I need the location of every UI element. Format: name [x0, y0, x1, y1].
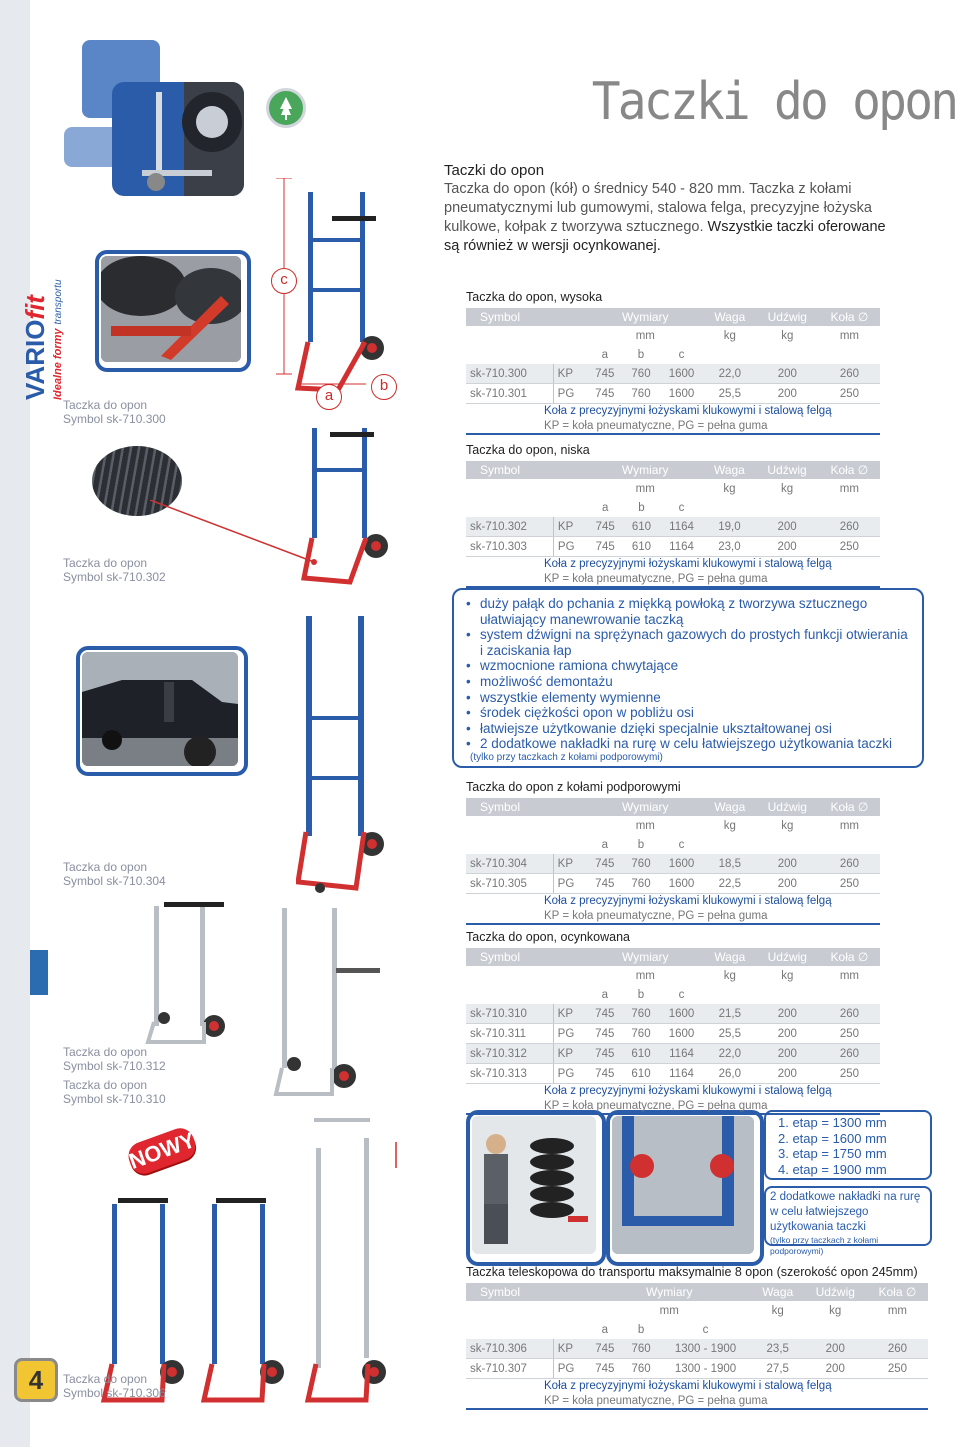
caption-line1: Taczka do opon: [63, 556, 148, 570]
table-cell: 610: [623, 1064, 659, 1084]
unit-cell: kg: [771, 1304, 784, 1317]
table-cell: 19,0: [703, 517, 755, 537]
unit-cell: mm: [635, 819, 655, 832]
intro-heading: Taczki do opon: [444, 162, 545, 179]
table-cell: PG: [553, 874, 586, 894]
brand-logo: [20, 200, 70, 400]
dim-cell-a: a: [601, 501, 609, 514]
table-cell: 250: [819, 1024, 880, 1044]
table-row: [466, 1024, 880, 1044]
table-cell: 760: [623, 874, 659, 894]
dim-cell-c: c: [678, 348, 685, 361]
dim-cell-c: c: [678, 501, 685, 514]
table-cell: 200: [756, 854, 819, 874]
header-udzwig: Udźwig: [756, 308, 819, 326]
dim-cell-b: b: [637, 838, 645, 851]
table-units-row: [466, 479, 880, 498]
trolley-drawing-low: [300, 418, 410, 588]
table-cell: 610: [623, 1044, 659, 1064]
intro-body: Taczka do opon (kół) o średnicy 540 - 820 mm. Taczka z kołami pneumatycznymi lub gumowymi, stalowa felga, precyzyjne łożyska kulkowe, kołpak z tworzywa sztucznego.: [444, 181, 872, 235]
wheels-note: Koła z precyzyjnymi łożyskami klukowymi i stalową felgą: [544, 1380, 832, 1392]
table-cell: 745: [587, 1004, 623, 1024]
unit-cell: kg: [723, 969, 736, 982]
header-symbol: Symbol: [466, 798, 587, 816]
table-cell: 200: [756, 384, 819, 404]
spec-table: [466, 308, 880, 404]
table-cell: 23,5: [752, 1339, 804, 1359]
table-cell: 1300 - 1900: [659, 1359, 752, 1379]
table-cell: 745: [587, 1339, 623, 1359]
table-cell: KP: [553, 1339, 587, 1359]
unit-cell: kg: [781, 819, 794, 832]
table-cell: 745: [587, 1359, 623, 1379]
feature-item: • duży pałąk do pchania z miękką powłoką z tworzywa sztucznego ułatwiający manewrowanie taczką: [472, 596, 914, 627]
left-blue-marker: [30, 950, 48, 995]
table-cell: sk-710.306: [466, 1339, 553, 1359]
table-cell: sk-710.300: [466, 364, 553, 384]
product-photo-low-trolley: [101, 256, 241, 362]
table-cell: 200: [804, 1359, 867, 1379]
section-title: Taczka do opon, ocynkowana: [466, 930, 630, 944]
stage-2: 2. etap = 1600 mm: [778, 1130, 887, 1146]
caption-line2: Symbol sk-710.306: [63, 1385, 166, 1400]
extra-sleeves-note: (tylko przy taczkach z kołami podporowymi): [770, 1235, 879, 1256]
wheels-legend: KP = koła pneumatyczne, PG = pełna guma: [466, 909, 880, 925]
table-cell: 610: [623, 537, 659, 557]
header-wymiary: Wymiary: [587, 1283, 752, 1301]
caption-sk-710-304: [63, 861, 166, 888]
table-cell: 27,5: [752, 1359, 804, 1379]
unit-cell: kg: [780, 482, 794, 495]
table-cell: 260: [819, 1004, 880, 1024]
table-cell: 1600: [659, 364, 704, 384]
table-row: [466, 874, 880, 894]
table-units-row: [466, 966, 880, 985]
table-cell: 1600: [659, 874, 704, 894]
product-photo-detail: [612, 1116, 754, 1254]
caption-line1: Taczka do opon: [63, 398, 148, 412]
table-cell: PG: [553, 1024, 586, 1044]
dim-cell-c: c: [678, 838, 685, 851]
table-cell: 23,0: [703, 537, 755, 557]
blank-cell: [752, 1320, 928, 1339]
dim-cell-a: a: [601, 348, 608, 361]
table-cell: 200: [756, 1044, 819, 1064]
trolley-drawing-support-wheels: [296, 606, 406, 896]
caption-line2: Symbol sk-710.302: [63, 569, 166, 584]
table-cell: 760: [623, 1024, 659, 1044]
unit-cell: kg: [723, 819, 736, 832]
wheels-note: Koła z precyzyjnymi łożyskami klukowymi i stalową felgą: [544, 1085, 832, 1097]
feature-item: • środek ciężkości opon w pobliżu osi: [472, 705, 914, 721]
dim-cell-b: b: [638, 501, 645, 514]
table-cell: 745: [587, 364, 623, 384]
wheels-legend: KP = koła pneumatyczne, PG = pełna guma: [466, 572, 880, 588]
table-cell: 745: [587, 874, 623, 894]
table-dims-row: [466, 835, 880, 854]
spec-section: [466, 930, 880, 1115]
table-cell: 260: [819, 854, 880, 874]
section-title: Taczka do opon z kołami podporowymi: [466, 780, 681, 794]
table-cell: sk-710.311: [466, 1024, 553, 1044]
trolley-drawing-galvanized-1: [144, 896, 254, 1046]
table-cell: sk-710.302: [466, 517, 553, 537]
table-cell: KP: [553, 364, 586, 384]
dim-cell-c: c: [702, 1323, 709, 1336]
trolley-drawing-galvanized-2: [270, 898, 400, 1098]
spec-section: [466, 443, 880, 588]
table-cell: 1600: [659, 384, 704, 404]
unit-cell: mm: [659, 1304, 679, 1317]
dimension-a-label: a: [316, 384, 342, 410]
spec-table: [466, 1283, 928, 1379]
table-cell: 760: [623, 364, 659, 384]
header-kola: Koła ∅: [819, 948, 880, 966]
table-cell: 250: [819, 384, 880, 404]
table-cell: 745: [587, 1044, 623, 1064]
features-box: [452, 588, 924, 768]
blank-cell: [704, 835, 880, 854]
dim-cell-a: a: [601, 838, 608, 851]
table-cell: 1164: [659, 1044, 704, 1064]
table-cell: KP: [553, 854, 586, 874]
table-row: [466, 1044, 880, 1064]
section-title: Taczka do opon, niska: [466, 443, 590, 457]
dim-cell-a: a: [601, 1323, 609, 1336]
table-cell: 22,0: [704, 1044, 756, 1064]
table-cell: 200: [756, 1024, 819, 1044]
header-udzwig: Udźwig: [804, 1283, 867, 1301]
header-symbol: Symbol: [466, 1283, 587, 1301]
dimension-b-label: b: [371, 374, 397, 400]
table-cell: 745: [587, 384, 623, 404]
wheels-note: Koła z precyzyjnymi łożyskami klukowymi i stalową felgą: [544, 558, 832, 570]
header-wymiary: Wymiary: [587, 461, 703, 479]
table-cell: 1600: [659, 854, 704, 874]
table-header-row: [466, 1283, 928, 1301]
product-photo-tyre-trolley: [112, 82, 244, 196]
table-cell: sk-710.301: [466, 384, 553, 404]
spec-section: [466, 1265, 928, 1410]
dimension-c-label: c: [271, 268, 297, 294]
table-header-row: [466, 461, 880, 479]
table-cell: sk-710.304: [466, 854, 553, 874]
table-row: [466, 517, 880, 537]
table-cell: sk-710.305: [466, 874, 553, 894]
detail-pointer-line: [150, 500, 320, 570]
table-cell: PG: [553, 1359, 587, 1379]
table-cell: 1300 - 1900: [659, 1339, 752, 1359]
blank-cell: [466, 835, 587, 854]
header-waga: Waga: [703, 461, 755, 479]
product-photo-worker: [472, 1116, 596, 1254]
table-cell: KP: [553, 1044, 586, 1064]
blank-cell: [466, 498, 587, 517]
header-wymiary: Wymiary: [587, 308, 704, 326]
spec-section: [466, 780, 880, 925]
table-cell: 25,5: [704, 384, 756, 404]
caption-line2: Symbol sk-710.312: [63, 1058, 166, 1073]
unit-cell: [466, 816, 587, 835]
table-cell: sk-710.312: [466, 1044, 553, 1064]
table-row: [466, 1064, 880, 1084]
unit-cell: mm: [887, 1304, 907, 1317]
table-cell: KP: [553, 517, 587, 537]
feature-item: • 2 dodatkowe nakładki na rurę w celu łatwiejszego użytkowania taczki: [472, 736, 914, 752]
table-cell: 200: [756, 364, 819, 384]
blank-cell: [703, 498, 880, 517]
table-cell: 260: [819, 1044, 880, 1064]
header-udzwig: Udźwig: [756, 798, 819, 816]
unit-cell: mm: [839, 969, 860, 982]
wheels-legend: KP = koła pneumatyczne, PG = pełna guma: [466, 1099, 880, 1115]
table-dims-row: [466, 985, 880, 1004]
table-row: [466, 364, 880, 384]
dim-cell-c: c: [678, 988, 685, 1001]
table-cell: 25,5: [704, 1024, 756, 1044]
unit-cell: mm: [635, 329, 655, 342]
table-dims-row: [466, 498, 880, 517]
unit-cell: mm: [839, 819, 860, 832]
wheels-note: Koła z precyzyjnymi łożyskami klukowymi i stalową felgą: [544, 405, 832, 417]
table-cell: 1164: [660, 517, 704, 537]
caption-sk-710-310: [63, 1079, 166, 1106]
caption-line1: Taczka do opon: [63, 1372, 148, 1386]
table-cell: 760: [623, 854, 659, 874]
table-cell: 22,5: [704, 874, 756, 894]
table-cell: 745: [587, 854, 623, 874]
feature-item: • wszystkie elementy wymienne: [472, 690, 914, 706]
dim-cell-a: a: [601, 988, 608, 1001]
header-waga: Waga: [704, 308, 756, 326]
stage-4: 4. etap = 1900 mm: [778, 1161, 887, 1177]
table-cell: 250: [819, 537, 880, 557]
header-udzwig: Udźwig: [755, 461, 818, 479]
table-header-row: [466, 948, 880, 966]
feature-item: • łatwiejsze użytkowanie dzięki specjalnie ukształtowanej osi: [472, 721, 914, 737]
table-row: [466, 1359, 928, 1379]
unit-cell: mm: [839, 329, 860, 342]
dim-cell-b: b: [637, 348, 645, 361]
table-row: [466, 537, 880, 557]
unit-cell: mm: [635, 969, 655, 982]
caption-line2: Symbol sk-710.300: [63, 411, 166, 426]
feature-item: • możliwość demontażu: [472, 674, 914, 690]
features-note: (tylko przy taczkach z kołami podporowymi): [470, 751, 663, 763]
table-row: [466, 1339, 928, 1359]
table-cell: 200: [755, 537, 818, 557]
unit-cell: kg: [829, 1304, 842, 1317]
table-cell: 610: [623, 517, 659, 537]
table-cell: PG: [553, 384, 586, 404]
header-udzwig: Udźwig: [756, 948, 819, 966]
table-units-row: [466, 1301, 928, 1320]
wheels-legend: KP = koła pneumatyczne, PG = pełna guma: [466, 419, 880, 435]
unit-cell: [466, 326, 587, 345]
dim-cell-b: b: [637, 1323, 645, 1336]
table-cell: 760: [623, 1339, 659, 1359]
header-symbol: Symbol: [466, 308, 587, 326]
table-cell: 22,0: [704, 364, 756, 384]
table-cell: 200: [755, 517, 818, 537]
header-symbol: Symbol: [466, 948, 587, 966]
wheels-legend: KP = koła pneumatyczne, PG = pełna guma: [466, 1394, 928, 1410]
header-waga: Waga: [704, 948, 756, 966]
table-cell: 745: [587, 537, 623, 557]
extra-sleeves-box: [764, 1186, 932, 1256]
table-header-row: [466, 798, 880, 816]
table-cell: 745: [587, 1024, 623, 1044]
table-cell: sk-710.310: [466, 1004, 553, 1024]
blank-cell: [466, 1320, 587, 1339]
table-cell: 760: [623, 1359, 659, 1379]
header-kola: Koła ∅: [819, 308, 880, 326]
intro-strong: Wszystkie taczki oferowane są również w wersji ocynkowanej.: [444, 219, 886, 254]
caption-line2: Symbol sk-710.304: [63, 873, 166, 888]
stage-1: 1. etap = 1300 mm: [778, 1115, 887, 1130]
caption-sk-710-300: [63, 399, 166, 426]
table-cell: 1600: [659, 1024, 704, 1044]
spec-table: [466, 798, 880, 894]
table-units-row: [466, 326, 880, 345]
unit-cell: kg: [781, 969, 794, 982]
section-title: Taczka do opon, wysoka: [466, 290, 603, 304]
header-waga: Waga: [704, 798, 756, 816]
table-row: [466, 854, 880, 874]
table-cell: 21,5: [704, 1004, 756, 1024]
brand-vario: VARIO: [20, 319, 50, 400]
blank-cell: [466, 345, 587, 364]
unit-cell: mm: [839, 482, 859, 495]
feature-item: • system dźwigni na sprężynach gazowych do prostych funkcji otwierania i zaciskania łap: [472, 627, 914, 658]
intro-text: [444, 161, 904, 256]
table-header-row: [466, 308, 880, 326]
table-cell: 260: [819, 364, 880, 384]
table-cell: 260: [819, 517, 880, 537]
table-cell: 745: [587, 1064, 623, 1084]
table-cell: 26,0: [704, 1064, 756, 1084]
table-cell: 1164: [660, 537, 704, 557]
table-cell: sk-710.303: [466, 537, 553, 557]
blank-cell: [704, 345, 880, 364]
header-kola: Koła ∅: [867, 1283, 928, 1301]
spec-table: [466, 461, 880, 557]
section-title: Taczka teleskopowa do transportu maksymalnie 8 opon (szerokość opon 245mm): [466, 1265, 918, 1279]
unit-cell: [466, 479, 587, 498]
header-wymiary: Wymiary: [587, 948, 704, 966]
extra-sleeves-text: 2 dodatkowe nakładki na rurę w celu łatwiejszego użytkowania taczki: [770, 1191, 921, 1233]
new-badge: NOWY: [125, 1124, 200, 1177]
caption-sk-710-312: [63, 1046, 166, 1073]
table-cell: 760: [623, 384, 659, 404]
spec-table: [466, 948, 880, 1084]
page-number: 4: [14, 1358, 58, 1402]
brand-fit: fit: [20, 295, 50, 320]
brand-tagline: Idealne formy: [52, 328, 64, 400]
wheels-note: Koła z precyzyjnymi łożyskami klukowymi i stalową felgą: [544, 895, 832, 907]
stage-3: 3. etap = 1750 mm: [778, 1146, 887, 1161]
header-kola: Koła ∅: [819, 461, 880, 479]
table-cell: 250: [819, 874, 880, 894]
table-cell: sk-710.313: [466, 1064, 553, 1084]
header-symbol: Symbol: [466, 461, 587, 479]
table-dims-row: [466, 345, 880, 364]
table-cell: 250: [867, 1359, 928, 1379]
table-cell: 200: [756, 1004, 819, 1024]
table-cell: 200: [756, 874, 819, 894]
unit-cell: [466, 966, 587, 985]
product-photo-car-usage: [82, 652, 238, 766]
brand-tagline-2: transportu: [53, 279, 64, 325]
page-title: Taczki do opon: [591, 72, 956, 132]
table-dims-row: [466, 1320, 928, 1339]
table-cell: 745: [587, 517, 623, 537]
unit-cell: kg: [723, 329, 736, 342]
table-cell: sk-710.307: [466, 1359, 553, 1379]
table-cell: 18,5: [704, 854, 756, 874]
table-row: [466, 384, 880, 404]
header-waga: Waga: [752, 1283, 804, 1301]
telescope-stages-box: [764, 1110, 932, 1180]
caption-line1: Taczka do opon: [63, 860, 148, 874]
blank-cell: [704, 985, 880, 1004]
unit-cell: kg: [781, 329, 794, 342]
spec-section: [466, 290, 880, 435]
trolley-drawing-telescopic: [82, 1118, 412, 1408]
table-cell: 200: [804, 1339, 867, 1359]
table-cell: 250: [819, 1064, 880, 1084]
table-cell: 200: [756, 1064, 819, 1084]
caption-sk-710-306: [63, 1373, 166, 1400]
table-units-row: [466, 816, 880, 835]
unit-cell: [466, 1301, 587, 1320]
caption-line1: Taczka do opon: [63, 1078, 148, 1092]
caption-line2: Symbol sk-710.310: [63, 1091, 166, 1106]
table-cell: 260: [867, 1339, 928, 1359]
blank-cell: [466, 985, 587, 1004]
quality-badge-icon: [266, 88, 306, 128]
unit-cell: mm: [635, 482, 655, 495]
table-cell: KP: [553, 1004, 586, 1024]
feature-item: • wzmocnione ramiona chwytające: [472, 658, 914, 674]
dim-cell-b: b: [637, 988, 645, 1001]
table-cell: 760: [623, 1004, 659, 1024]
table-cell: PG: [553, 537, 587, 557]
table-cell: 1164: [659, 1064, 704, 1084]
table-row: [466, 1004, 880, 1024]
header-wymiary: Wymiary: [587, 798, 704, 816]
table-cell: PG: [553, 1064, 586, 1084]
table-cell: 1600: [659, 1004, 704, 1024]
caption-line1: Taczka do opon: [63, 1045, 148, 1059]
unit-cell: kg: [723, 482, 736, 495]
header-kola: Koła ∅: [819, 798, 880, 816]
caption-sk-710-302: [63, 557, 166, 584]
